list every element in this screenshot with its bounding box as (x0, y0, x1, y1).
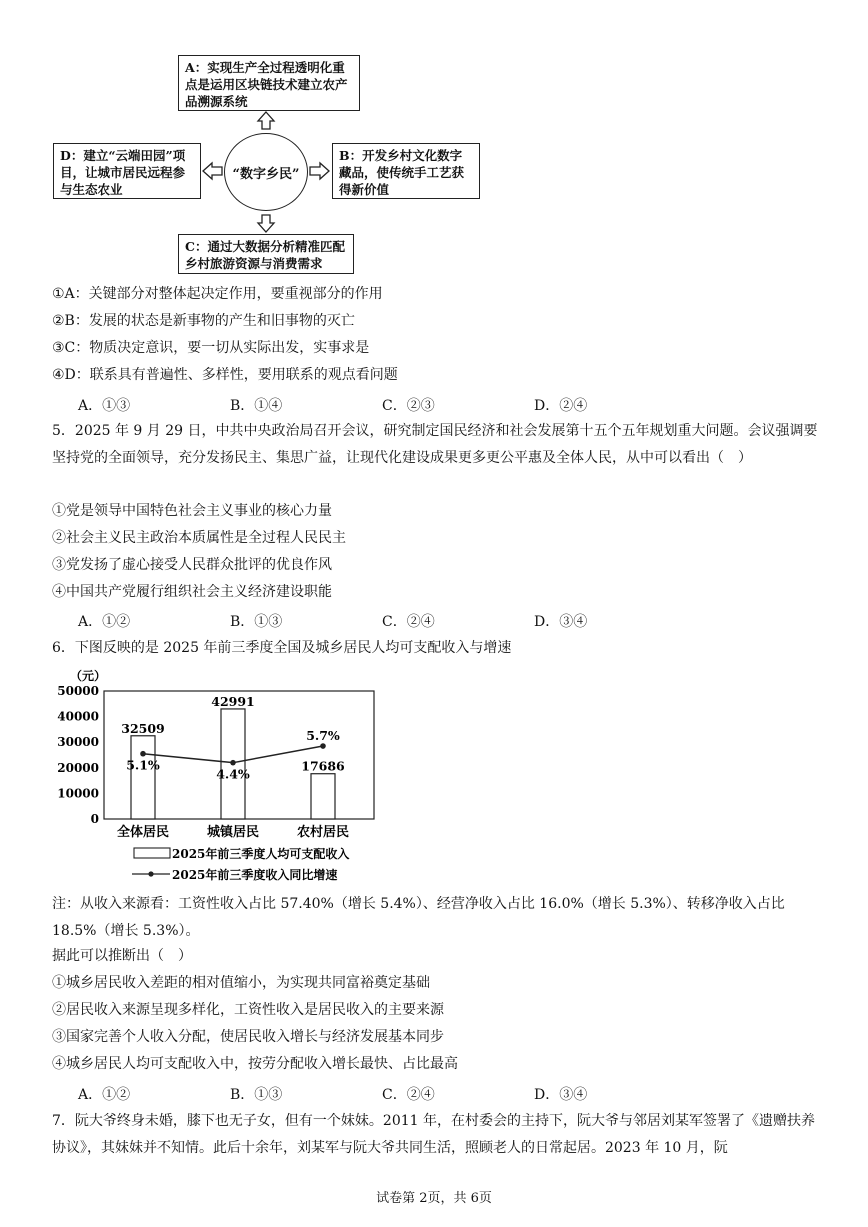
diagram-center-label: “数字乡民” (232, 166, 300, 182)
q4-option-d[interactable]: D．②④ (534, 398, 588, 414)
q5-statement-4: ④中国共产党履行组织社会主义经济建设职能 (52, 584, 332, 600)
arrow-right-icon (310, 163, 329, 179)
growth-point (320, 743, 326, 749)
income-bar (131, 736, 155, 819)
q6-ask: 据此可以推断出（ ） (52, 948, 192, 964)
q4-statement-2: ②B：发展的状态是新事物的产生和旧事物的灭亡 (52, 313, 355, 329)
arrow-up-icon (258, 112, 274, 129)
q5-option-a[interactable]: A．①② (78, 614, 131, 630)
y-tick-label: 10000 (57, 786, 99, 801)
q4-statement-1: ①A：关键部分对整体起决定作用，要重视部分的作用 (52, 286, 383, 302)
x-category-label: 全体居民 (116, 825, 170, 840)
q6-statement-2: ②居民收入来源呈现多样化，工资性收入是居民收入的主要来源 (52, 1002, 444, 1018)
q5-statement-2: ②社会主义民主政治本质属性是全过程人民民主 (52, 530, 346, 546)
bar-value-label: 32509 (121, 720, 165, 736)
q6-option-c[interactable]: C．②④ (382, 1087, 435, 1103)
q4-options (78, 395, 686, 415)
q4-statement-3: ③C：物质决定意识，要一切从实际出发，实事求是 (52, 340, 370, 356)
q6-stem: 6．下图反映的是 2025 年前三季度全国及城乡居民人均可支配收入与增速 (52, 640, 512, 656)
income-bar (311, 774, 335, 819)
q4-option-b[interactable]: B．①④ (230, 398, 283, 414)
growth-label: 5.7% (306, 728, 340, 744)
q6-options (78, 1084, 686, 1104)
q6-option-b[interactable]: B．①③ (230, 1087, 283, 1103)
q5-option-c[interactable]: C．②④ (382, 614, 435, 630)
bar-value-label: 17686 (301, 758, 345, 774)
y-tick-label: 20000 (57, 760, 99, 775)
q6-statement-4: ④城乡居民人均可支配收入中，按劳分配收入增长最快、占比最高 (52, 1056, 458, 1072)
x-category-label: 城镇居民 (206, 825, 260, 840)
legend-line-marker (148, 871, 153, 876)
q5-statement-1: ①党是领导中国特色社会主义事业的核心力量 (52, 503, 332, 519)
q6-statement-3: ③国家完善个人收入分配，使居民收入增长与经济发展基本同步 (52, 1029, 444, 1045)
q7-stem: 7．阮大爷终身未婚，膝下也无子女，但有一个妹妹。2011 年，在村委会的主持下，阮大爷与邻居刘某军签署了《遗赠扶养协议》，其妹妹并不知情。此后十余年，刘某军与阮大爷共同生活，照顾老人的日常起居。2023 年 10 月，阮 (52, 1113, 815, 1156)
q4-option-a[interactable]: A．①③ (78, 398, 131, 414)
arrow-left-icon (203, 163, 222, 179)
legend-line-label: 2025年前三季度收入同比增速 (172, 868, 338, 882)
arrow-down-icon (258, 215, 274, 232)
q4-option-c[interactable]: C．②③ (382, 398, 435, 414)
q5-option-b[interactable]: B．①③ (230, 614, 283, 630)
q5-statement-3: ③党发扬了虚心接受人民群众批评的优良作风 (52, 557, 332, 573)
income-chart (52, 660, 392, 885)
growth-label: 5.1% (126, 757, 160, 773)
legend-bar-label: 2025年前三季度人均可支配收入 (172, 847, 350, 861)
growth-point (140, 751, 146, 757)
diagram-box-d: D：建立“云端田园”项目，让城市居民远程参与生态农业 (53, 143, 201, 199)
y-tick-label: 40000 (57, 709, 99, 724)
q5-options (78, 611, 686, 631)
diagram-arrows (0, 0, 868, 290)
legend-bar-swatch (134, 848, 170, 858)
bar-value-label: 42991 (211, 693, 255, 709)
q5-option-d[interactable]: D．③④ (534, 614, 588, 630)
growth-point (230, 760, 236, 766)
chart-ylabel: （元） (70, 669, 107, 683)
q6-statement-1: ①城乡居民收入差距的相对值缩小，为实现共同富裕奠定基础 (52, 975, 430, 991)
diagram-box-a: A：实现生产全过程透明化重点是运用区块链技术建立农产品溯源系统 (178, 55, 360, 111)
q4-statement-4: ④D：联系具有普遍性、多样性，要用联系的观点看问题 (52, 367, 398, 383)
growth-label: 4.4% (216, 766, 250, 782)
y-tick-label: 0 (90, 812, 99, 826)
diagram-box-b: B：开发乡村文化数字藏品，使传统手工艺获得新价值 (332, 143, 480, 199)
q6-option-d[interactable]: D．③④ (534, 1087, 588, 1103)
q6-option-a[interactable]: A．①② (78, 1087, 131, 1103)
q6-note: 注：从收入来源看：工资性收入占比 57.40%（增长 5.4%）、经营净收入占比 16.0%（增长 5.3%）、转移净收入占比 18.5%（增长 5.3%）。 (52, 896, 785, 939)
diagram-box-c: C：通过大数据分析精准匹配乡村旅游资源与消费需求 (178, 234, 354, 274)
page-footer: 试卷第 2页，共 6页 (376, 1191, 492, 1206)
q5-stem: 5．2025 年 9 月 29 日，中共中央政治局召开会议，研究制定国民经济和社会发展第十五个五年规划重大问题。会议强调要坚持党的全面领导，充分发扬民主、集思广益，让现代化建设成果更多更公平惠及全体人民，从中可以看出（ ） (52, 423, 818, 466)
x-category-label: 农村居民 (296, 825, 350, 840)
y-tick-label: 50000 (57, 684, 99, 698)
y-tick-label: 30000 (57, 735, 99, 750)
